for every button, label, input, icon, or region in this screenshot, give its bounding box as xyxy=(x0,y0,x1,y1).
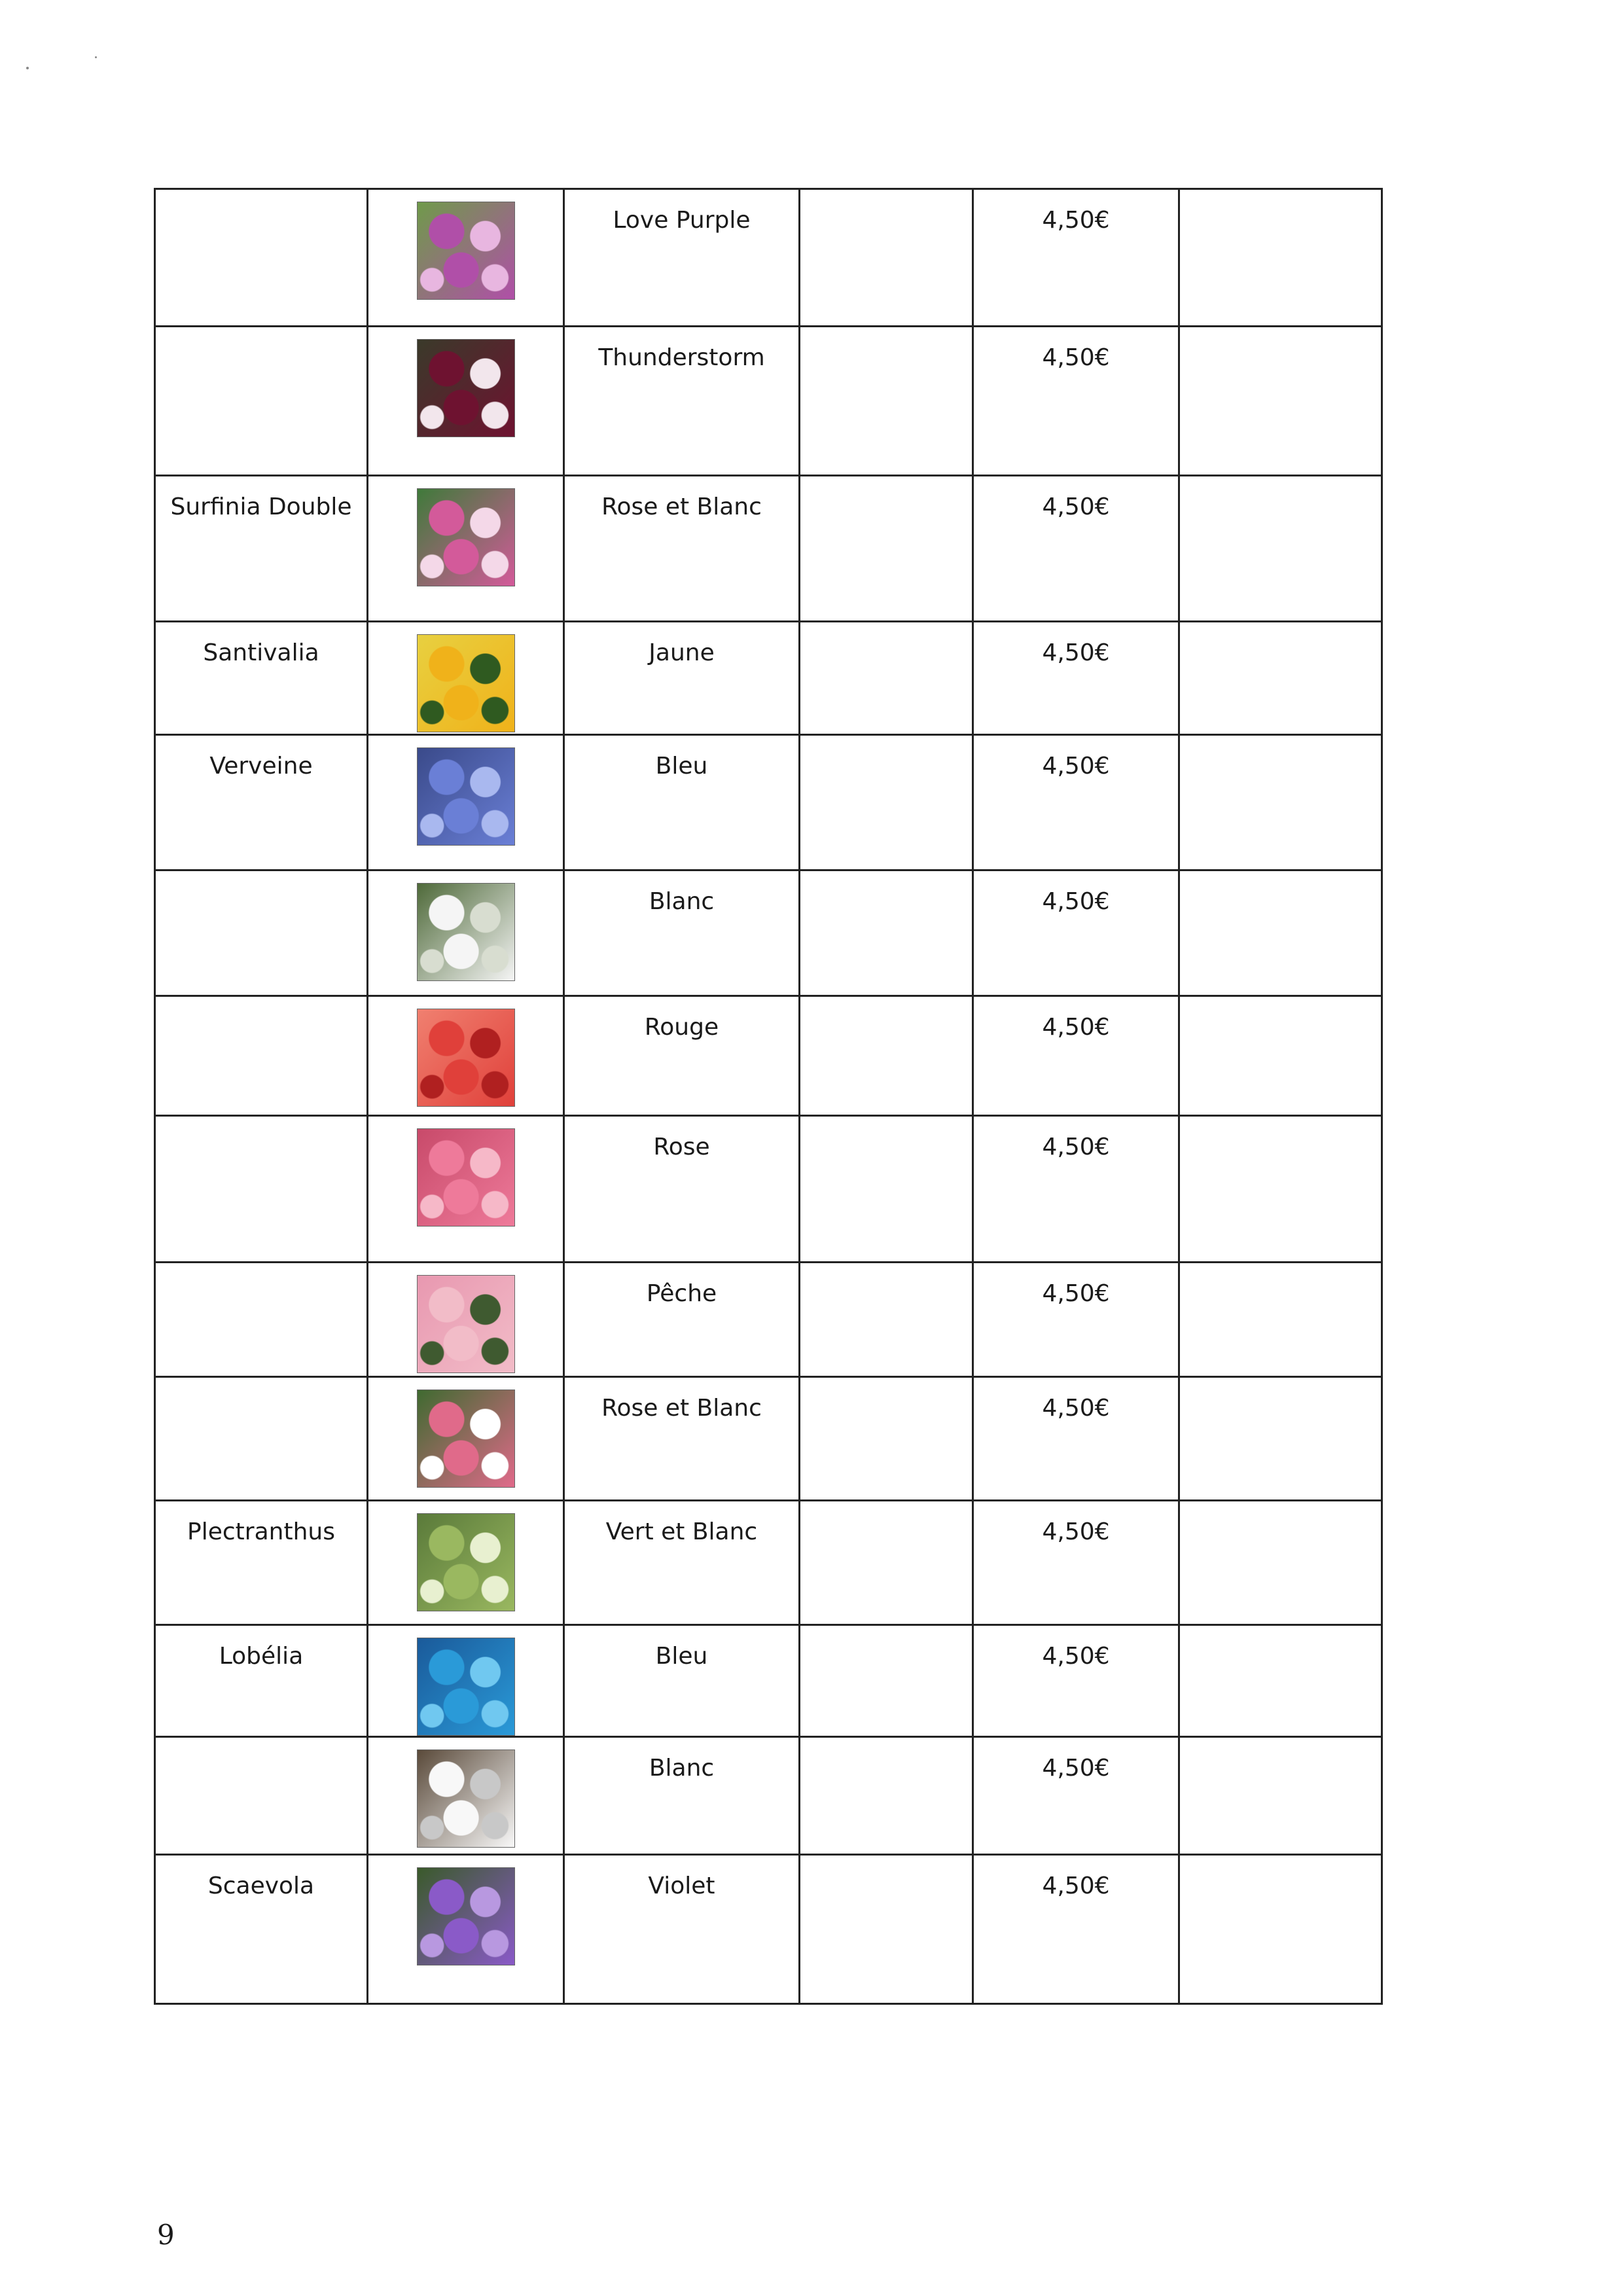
table-row xyxy=(155,870,1382,996)
table-row xyxy=(155,1263,1382,1377)
empty-cell xyxy=(1179,1501,1382,1625)
variety: Rose xyxy=(564,1116,800,1263)
pink-white-verbena-photo xyxy=(417,1390,515,1488)
variety: Violet xyxy=(564,1855,800,2004)
variety: Rose et Blanc xyxy=(564,1377,800,1501)
plant-name xyxy=(155,1116,368,1263)
variegated-leaves-photo xyxy=(417,1513,515,1611)
variety: Bleu xyxy=(564,735,800,870)
image-cell xyxy=(368,1501,564,1625)
empty-cell xyxy=(800,189,973,327)
empty-cell xyxy=(1179,622,1382,735)
price: 4,50€ xyxy=(973,1501,1179,1625)
empty-cell xyxy=(1179,327,1382,476)
empty-cell xyxy=(800,1263,973,1377)
table-row xyxy=(155,1116,1382,1263)
table-row xyxy=(155,327,1382,476)
image-cell xyxy=(368,1625,564,1737)
variety: Thunderstorm xyxy=(564,327,800,476)
image-cell xyxy=(368,735,564,870)
empty-cell xyxy=(800,327,973,476)
empty-cell xyxy=(800,1501,973,1625)
price: 4,50€ xyxy=(973,1855,1179,2004)
table-body xyxy=(155,189,1382,2004)
image-cell xyxy=(368,476,564,622)
empty-cell xyxy=(1179,189,1382,327)
blue-verbena-photo xyxy=(417,747,515,846)
purple-flowers-photo xyxy=(417,202,515,300)
plant-name: Scaevola xyxy=(155,1855,368,2004)
image-cell xyxy=(368,327,564,476)
empty-cell xyxy=(800,622,973,735)
red-verbena-photo xyxy=(417,1009,515,1107)
image-cell xyxy=(368,1263,564,1377)
white-verbena-photo xyxy=(417,883,515,981)
variety: Love Purple xyxy=(564,189,800,327)
empty-cell xyxy=(800,1377,973,1501)
plant-name: Verveine xyxy=(155,735,368,870)
pink-white-flowers-photo xyxy=(417,488,515,586)
table-row xyxy=(155,1501,1382,1625)
price: 4,50€ xyxy=(973,1116,1179,1263)
image-cell xyxy=(368,1116,564,1263)
price: 4,50€ xyxy=(973,996,1179,1116)
table-row xyxy=(155,189,1382,327)
plant-name: Surfinia Double xyxy=(155,476,368,622)
price: 4,50€ xyxy=(973,1625,1179,1737)
white-lobelia-photo xyxy=(417,1749,515,1848)
plant-name xyxy=(155,189,368,327)
plant-name xyxy=(155,870,368,996)
image-cell xyxy=(368,1377,564,1501)
empty-cell xyxy=(800,735,973,870)
plant-name xyxy=(155,327,368,476)
empty-cell xyxy=(800,1116,973,1263)
price: 4,50€ xyxy=(973,870,1179,996)
image-cell xyxy=(368,1737,564,1855)
table-row xyxy=(155,735,1382,870)
page-number: 9 xyxy=(157,2219,175,2251)
plant-name xyxy=(155,1377,368,1501)
table-row xyxy=(155,1855,1382,2004)
plant-name: Lobélia xyxy=(155,1625,368,1737)
price: 4,50€ xyxy=(973,1737,1179,1855)
empty-cell xyxy=(1179,870,1382,996)
empty-cell xyxy=(1179,1377,1382,1501)
empty-cell xyxy=(1179,1263,1382,1377)
empty-cell xyxy=(1179,1855,1382,2004)
variety: Jaune xyxy=(564,622,800,735)
table-row xyxy=(155,1625,1382,1737)
empty-cell xyxy=(800,870,973,996)
variety: Bleu xyxy=(564,1625,800,1737)
empty-cell xyxy=(1179,476,1382,622)
price: 4,50€ xyxy=(973,1377,1179,1501)
empty-cell xyxy=(800,1625,973,1737)
empty-cell xyxy=(1179,996,1382,1116)
table-row xyxy=(155,622,1382,735)
image-cell xyxy=(368,870,564,996)
image-cell xyxy=(368,996,564,1116)
empty-cell xyxy=(800,476,973,622)
empty-cell xyxy=(1179,1625,1382,1737)
empty-cell xyxy=(1179,1737,1382,1855)
variety: Blanc xyxy=(564,870,800,996)
product-table xyxy=(154,188,1383,2005)
image-cell xyxy=(368,1855,564,2004)
image-cell xyxy=(368,189,564,327)
pink-verbena-photo xyxy=(417,1128,515,1227)
price: 4,50€ xyxy=(973,476,1179,622)
scan-speck xyxy=(26,67,29,69)
price: 4,50€ xyxy=(973,189,1179,327)
yellow-flowers-photo xyxy=(417,634,515,732)
image-cell xyxy=(368,622,564,735)
peach-verbena-photo xyxy=(417,1275,515,1373)
empty-cell xyxy=(800,1855,973,2004)
violet-scaevola-photo xyxy=(417,1867,515,1965)
price: 4,50€ xyxy=(973,622,1179,735)
variety: Blanc xyxy=(564,1737,800,1855)
price: 4,50€ xyxy=(973,735,1179,870)
plant-name xyxy=(155,1263,368,1377)
table-row xyxy=(155,476,1382,622)
variety: Rouge xyxy=(564,996,800,1116)
scan-speck xyxy=(95,56,97,58)
table-row xyxy=(155,1737,1382,1855)
table-row xyxy=(155,996,1382,1116)
price: 4,50€ xyxy=(973,1263,1179,1377)
blue-lobelia-photo xyxy=(417,1638,515,1736)
variety: Rose et Blanc xyxy=(564,476,800,622)
petunia-photo xyxy=(417,339,515,437)
empty-cell xyxy=(1179,735,1382,870)
empty-cell xyxy=(1179,1116,1382,1263)
empty-cell xyxy=(800,1737,973,1855)
variety: Pêche xyxy=(564,1263,800,1377)
plant-name xyxy=(155,1737,368,1855)
empty-cell xyxy=(800,996,973,1116)
plant-name xyxy=(155,996,368,1116)
variety: Vert et Blanc xyxy=(564,1501,800,1625)
plant-name: Plectranthus xyxy=(155,1501,368,1625)
price: 4,50€ xyxy=(973,327,1179,476)
plant-name: Santivalia xyxy=(155,622,368,735)
table-row xyxy=(155,1377,1382,1501)
